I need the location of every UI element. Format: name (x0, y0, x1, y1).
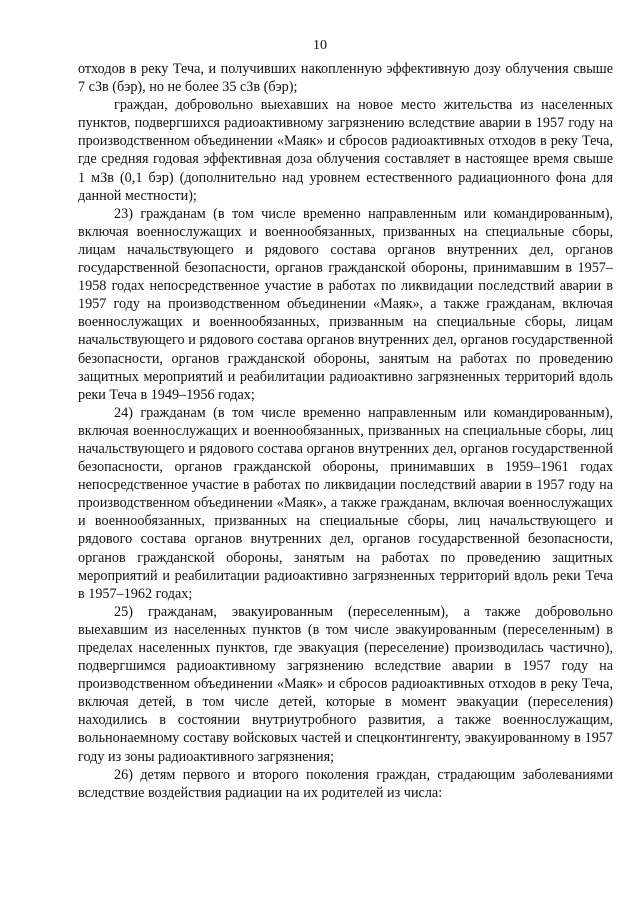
paragraph-continuation: отходов в реку Теча, и получивших накопленную эффективную дозу облучения свыше 7 сЗв (бэр), но не более 35 сЗв (бэр); (78, 61, 613, 96)
page-number: 10 (313, 38, 327, 53)
paragraph-voluntary-relocation: граждан, добровольно выехавших на новое место жительства из населенных пунктов, подвергшихся радиоактивному загрязнению вследствие аварии в 1957 году на производственном объединении «Маяк» и сбросов радиоактивных отходов в реку Теча, где средняя годовая эффективная доза облучения составляет в настоящее время свыше 1 мЗв (0,1 бэр) (дополнительно над уровнем естественного радиационного фона для данной местности); (78, 97, 613, 204)
paragraph-item-23: 23) гражданам (в том числе временно направленным или командированным), включая военнослужащих и военнообязанных, призванных на специальные сборы, лицам начальствующего и рядового состава органов внутренних дел, органов государственной безопасности, органов гражданской обороны, принимавшим в 1957–1958 годах непосредственное участие в работах по ликвидации последствий аварии в 1957 году на производственном объединении «Маяк», а также гражданам, включая военнослужащих и военнообязанных, призванным на специальные сборы, лицам начальствующего и рядового состава органов внутренних дел, органов государственной безопасности, органов гражданской обороны, занятым на работах по проведению защитных мероприятий и реабилитации радиоактивно загрязненных территорий вдоль реки Теча в 1949–1956 годах; (78, 205, 613, 403)
paragraph-item-26: 26) детям первого и второго поколения граждан, страдающим заболеваниями вследствие воздействия радиации на их родителей из числа: (78, 766, 613, 801)
paragraph-item-25: 25) гражданам, эвакуированным (переселенным), а также добровольно выехавшим из населенных пунктов (в том числе эвакуированным (переселенным) в пределах населенных пунктов, где эвакуация (переселение) производилась частично), подвергшимся радиоактивному загрязнению вследствие аварии в 1957 году на производственном объединении «Маяк» и сбросов радиоактивных отходов в реку Теча, включая детей, в том числе детей, которые в момент эвакуации (переселения) находились в состоянии внутриутробного развития, а также военнослужащим, вольнонаемному составу войсковых частей и спецконтингенту, эвакуированному в 1957 году из зоны радиоактивного загрязнения; (78, 603, 613, 765)
document-body (78, 60, 613, 802)
paragraph-item-24: 24) гражданам (в том числе временно направленным или командированным), включая военнослужащих и военнообязанных, призванных на специальные сборы, лиц начальствующего и рядового состава органов внутренних дел, органов государственной безопасности, органов гражданской обороны, принимавших в 1959–1961 годах непосредственное участие в работах по ликвидации последствий аварии в 1957 году на производственном объединении «Маяк», а также гражданам, включая военнослужащих и военнообязанных, призванных на специальные сборы, лиц начальствующего и рядового состава органов внутренних дел, органов государственной безопасности, органов гражданской обороны, занятым на работах по проведению защитных мероприятий и реабилитации радиоактивно загрязненных территорий вдоль реки Теча в 1957–1962 годах; (78, 404, 613, 602)
